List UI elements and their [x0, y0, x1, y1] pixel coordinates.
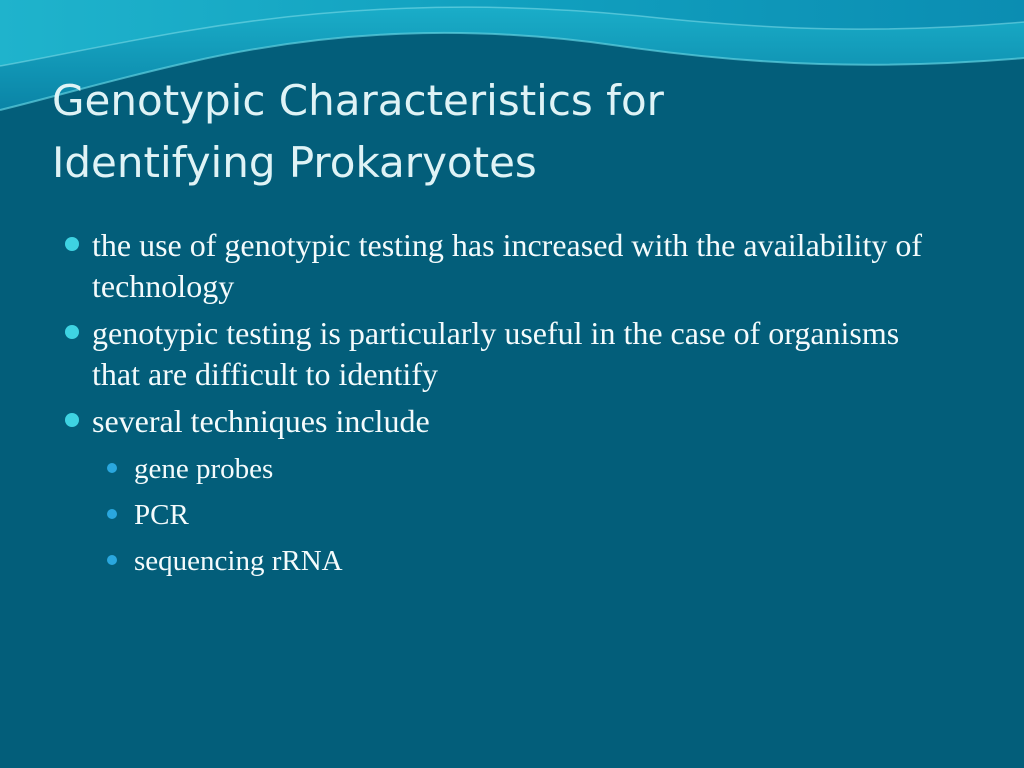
sub-bullet-text: gene probes — [134, 453, 274, 485]
sub-bullet-circle-icon — [107, 463, 117, 473]
sub-bullet-circle-icon — [107, 509, 117, 519]
bullet-item — [62, 401, 942, 584]
slide-title — [52, 70, 952, 194]
slide-title-line-1: Genotypic Characteristics for — [52, 76, 664, 125]
sub-bullet-item — [104, 446, 942, 492]
bullet-item — [62, 313, 942, 395]
sub-bullet-circle-icon — [107, 555, 117, 565]
slide-title-line-2: Identifying Prokaryotes — [52, 138, 537, 187]
bullet-item — [62, 225, 942, 307]
sub-bullet-text: sequencing rRNA — [134, 545, 343, 577]
sub-bullet-list — [104, 446, 942, 584]
sub-bullet-item — [104, 492, 942, 538]
bullet-circle-icon — [65, 325, 79, 339]
bullet-text: genotypic testing is particularly useful in the case of organisms that are difficult to identify — [92, 315, 900, 392]
bullet-list — [62, 225, 942, 584]
bullet-text: several techniques include — [92, 403, 430, 439]
bullet-circle-icon — [65, 237, 79, 251]
sub-bullet-item — [104, 538, 942, 584]
sub-bullet-text: PCR — [134, 499, 189, 531]
bullet-text: the use of genotypic testing has increased with the availability of technology — [92, 227, 922, 304]
slide-body — [62, 225, 942, 590]
bullet-circle-icon — [65, 413, 79, 427]
